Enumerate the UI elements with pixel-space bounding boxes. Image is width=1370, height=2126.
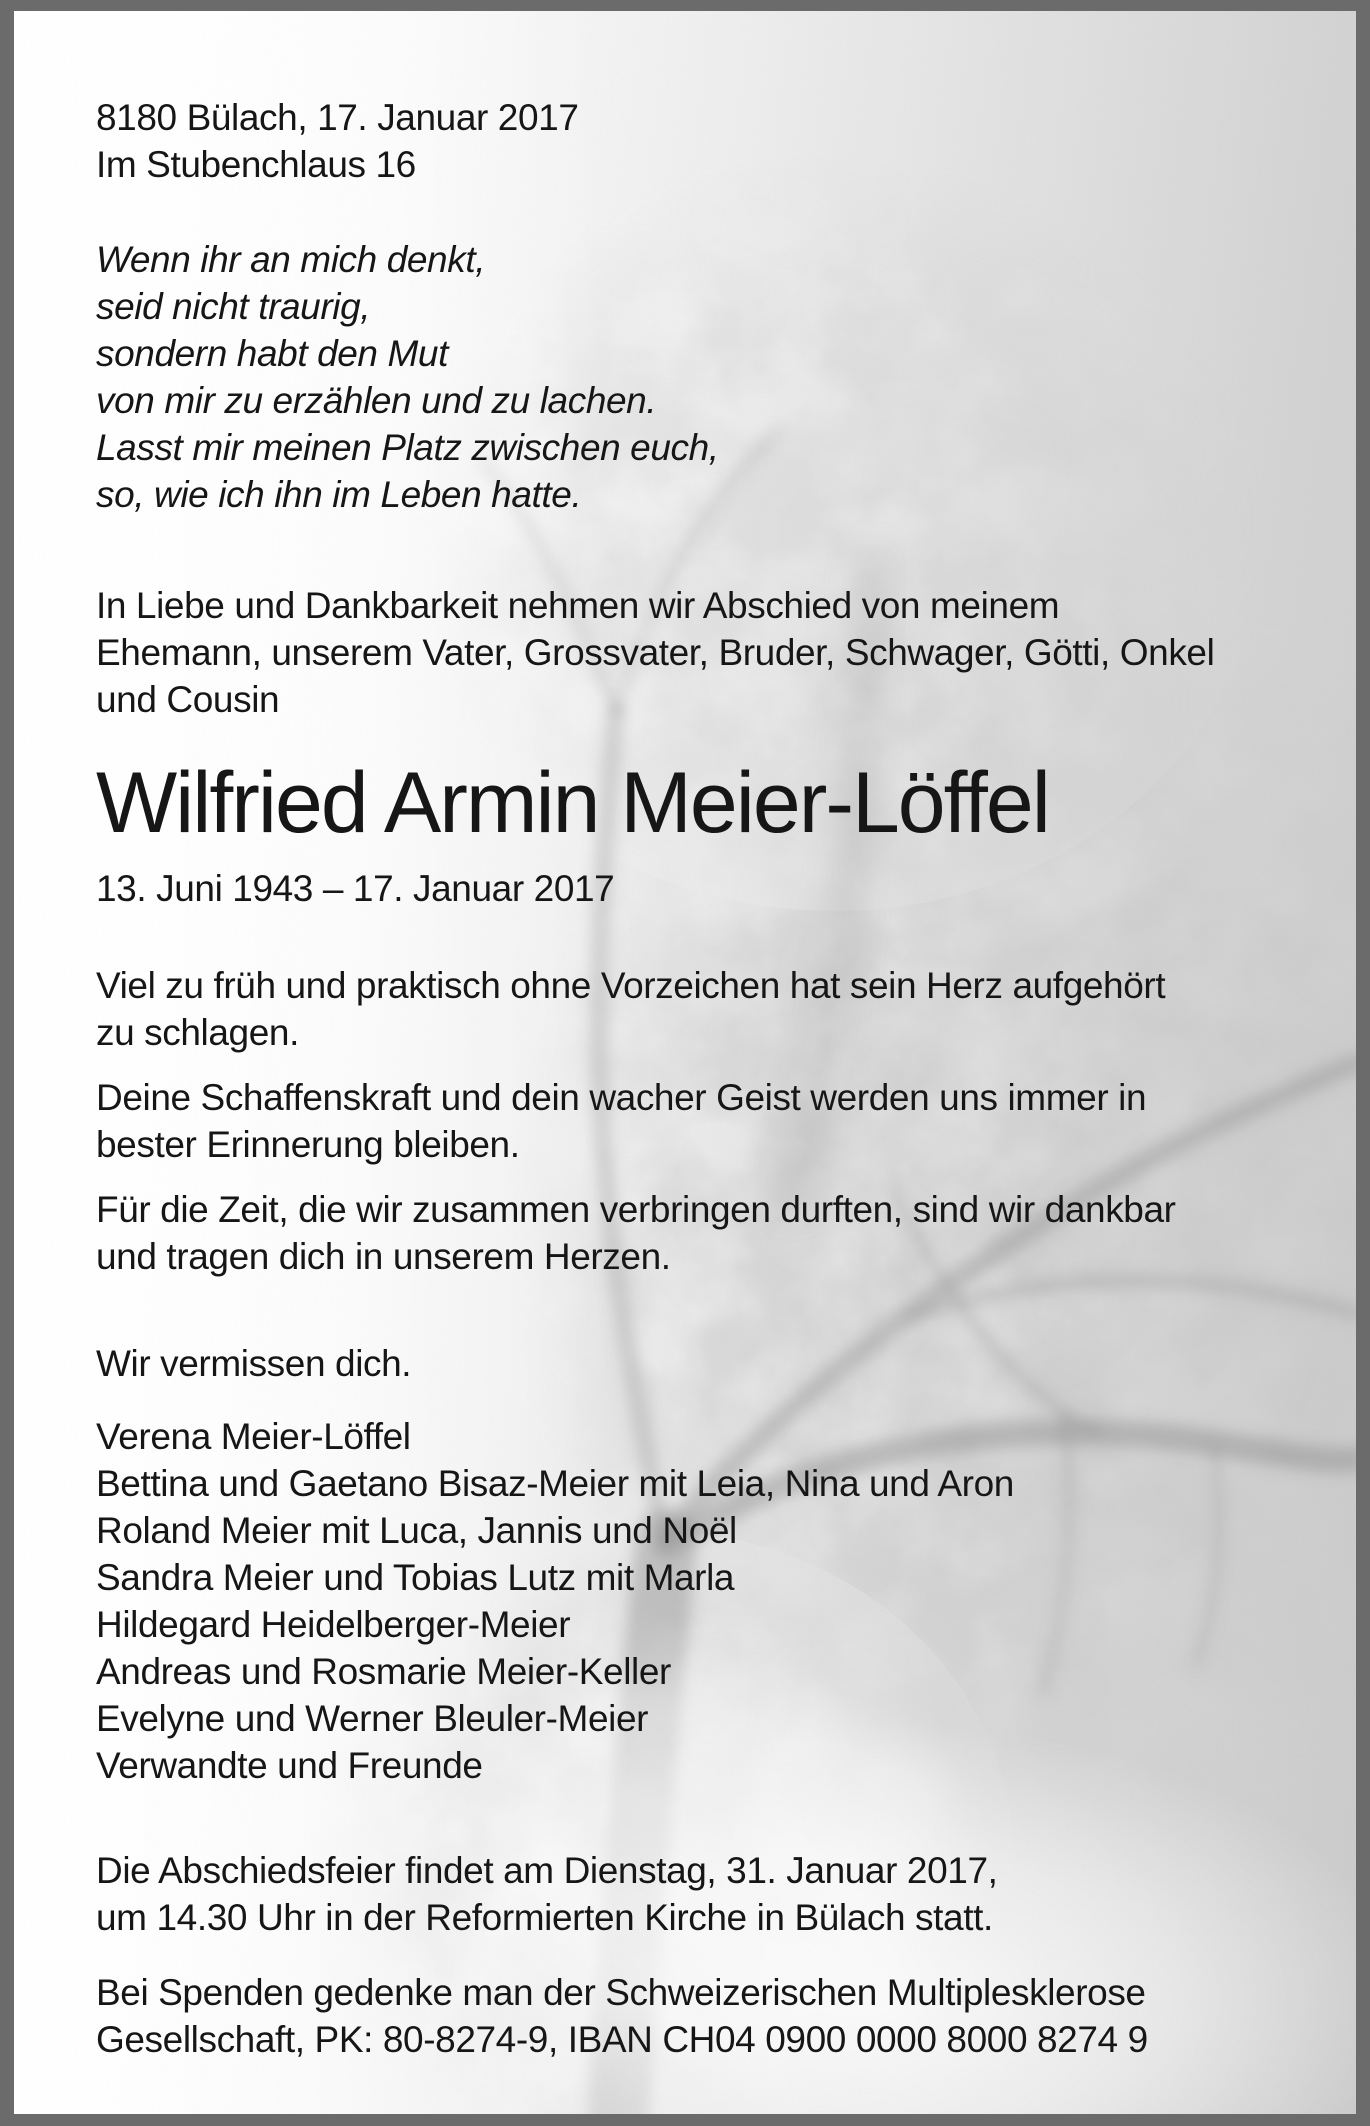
tribute-line: und tragen dich in unserem Herzen. [96, 1236, 671, 1277]
poem-line: von mir zu erzählen und zu lachen. [96, 380, 657, 421]
sender-block [96, 94, 1316, 188]
life-dates: 13. Juni 1943 – 17. Januar 2017 [96, 868, 615, 909]
deceased-name: Wilfried Armin Meier-Löffel [96, 755, 1049, 851]
poem-line: seid nicht traurig, [96, 286, 371, 327]
mourner-name: Roland Meier mit Luca, Jannis und Noël [96, 1510, 737, 1551]
intro-line: Ehemann, unserem Vater, Grossvater, Bruder, Schwager, Götti, Onkel [96, 632, 1215, 673]
farewell-intro [96, 582, 1316, 723]
tribute-paragraph [96, 962, 1316, 1056]
poem-line: sondern habt den Mut [96, 333, 448, 374]
tribute-line: Viel zu früh und praktisch ohne Vorzeichen hat sein Herz aufgehört [96, 965, 1166, 1006]
mourner-name: Verena Meier-Löffel [96, 1416, 411, 1457]
tribute-line: Deine Schaffenskraft und dein wacher Geist werden uns immer in [96, 1077, 1147, 1118]
intro-line: In Liebe und Dankbarkeit nehmen wir Abschied von meinem [96, 585, 1060, 626]
mourner-name: Andreas und Rosmarie Meier-Keller [96, 1651, 671, 1692]
ceremony-info [96, 1847, 1316, 1941]
tribute-paragraph [96, 1074, 1316, 1168]
mourners-list [96, 1413, 1316, 1789]
donation-line: Bei Spenden gedenke man der Schweizerischen Multiplesklerose [96, 1972, 1146, 2013]
poem-line: Wenn ihr an mich denkt, [96, 239, 486, 280]
ceremony-line: um 14.30 Uhr in der Reformierten Kirche in Bülach statt. [96, 1897, 993, 1938]
mourner-name: Hildegard Heidelberger-Meier [96, 1604, 571, 1645]
memorial-poem [96, 236, 1316, 518]
mourner-name: Evelyne und Werner Bleuler-Meier [96, 1698, 649, 1739]
tribute-paragraph [96, 1186, 1316, 1280]
missing-sentence: Wir vermissen dich. [96, 1343, 412, 1384]
address-line: Im Stubenchlaus 16 [96, 144, 416, 185]
mourner-name: Bettina und Gaetano Bisaz-Meier mit Leia, Nina und Aron [96, 1463, 1014, 1504]
poem-line: so, wie ich ihn im Leben hatte. [96, 474, 582, 515]
donation-line: Gesellschaft, PK: 80-8274-9, IBAN CH04 0900 0000 8000 8274 9 [96, 2019, 1148, 2060]
mourner-name: Sandra Meier und Tobias Lutz mit Marla [96, 1557, 735, 1598]
tribute-line: zu schlagen. [96, 1012, 299, 1053]
poem-line: Lasst mir meinen Platz zwischen euch, [96, 427, 719, 468]
ceremony-line: Die Abschiedsfeier findet am Dienstag, 31. Januar 2017, [96, 1850, 998, 1891]
intro-line: und Cousin [96, 679, 280, 720]
place-date-line: 8180 Bülach, 17. Januar 2017 [96, 97, 579, 138]
tribute-line: bester Erinnerung bleiben. [96, 1124, 520, 1165]
tribute-line: Für die Zeit, die wir zusammen verbringen durften, sind wir dankbar [96, 1189, 1176, 1230]
mourner-name: Verwandte und Freunde [96, 1745, 483, 1786]
donation-info [96, 1969, 1316, 2063]
notice-content [14, 11, 1356, 2114]
obituary-card [14, 11, 1356, 2114]
